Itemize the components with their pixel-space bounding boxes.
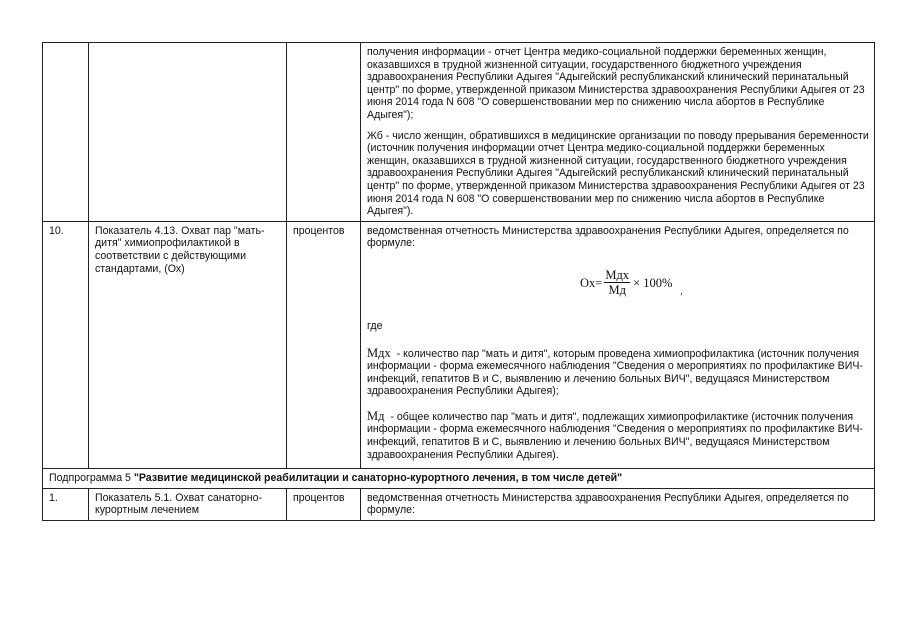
cell-subprogram	[43, 469, 875, 489]
where-label: где	[367, 319, 383, 332]
formula-rhs: × 100%	[633, 275, 673, 290]
subprogram-title: "Развитие медицинской реабилитации и санаторно-курортного лечения, в том числе детей"	[133, 472, 623, 485]
symbol-md: Мд	[367, 408, 385, 423]
table-row-subprogram	[43, 469, 875, 489]
cell-unit	[287, 43, 361, 222]
source-paragraph: получения информации - отчет Центра медико-социальной поддержки беременных женщин, оказавшихся в трудной жизненной ситуации, государственного бюджетного учреждения здравоохранения Республики Адыгея "Адыгейский республиканский клинический перинатальный центр" по форме, утвержденной приказом Министерства здравоохранения Республики Адыгея от 23 июня 2014 года N 608 "О совершенствовании мер по снижению числа абортов в Республике Адыгея");	[367, 46, 865, 121]
source-paragraph: Жб - число женщин, обратившихся в медицинские организации по поводу прерывания беременности (источник получения информации отчет Центра медико-социальной поддержки беременных женщин, оказавшихся в трудной жизненной ситуации, государственного бюджетного учреждения здравоохранения Республики Адыгея "Адыгейский республиканский клинический перинатальный центр" по форме, утвержденной приказом Министерства здравоохранения Республики Адыгея от 23 июня 2014 года N 608 "О совершенствовании мер по снижению числа абортов в Республике Адыгея").	[367, 129, 869, 218]
definition-mdx	[367, 347, 869, 398]
cell-number	[43, 43, 89, 222]
cell-source	[361, 221, 875, 469]
indicators-table	[42, 42, 875, 521]
cell-indicator-name: Показатель 5.1. Охват санаторно-курортным лечением	[89, 488, 287, 520]
cell-source	[361, 43, 875, 222]
formula-mark: ,	[680, 285, 683, 296]
cell-unit: процентов	[287, 221, 361, 469]
definition-text: - общее количество пар "мать и дитя", подлежащих химиопрофилактике (источник получения информации - форма ежемесячного наблюдения "Сведения о мероприятиях по профилактике ВИЧ- инфекций, гепатитов B и C, выявлению и лечению больных ВИЧ", ведущаяся Министерством здравоохранения Республики Адыгея).	[367, 410, 863, 461]
cell-number: 1.	[43, 488, 89, 520]
formula-lhs: Ох=	[580, 275, 603, 290]
subprogram-prefix: Подпрограмма 5	[49, 472, 134, 485]
cell-unit: процентов	[287, 488, 361, 520]
formula-fraction	[604, 269, 630, 297]
definition-md	[367, 410, 869, 461]
source-intro: ведомственная отчетность Министерства здравоохранения Республики Адыгея, определяется по формуле:	[367, 224, 849, 250]
formula-numerator: Мдх	[605, 267, 630, 282]
cell-indicator-name: Показатель 4.13. Охват пар "мать-дитя" химиопрофилактикой в соответствии с действующими стандартами, (Ох)	[89, 221, 287, 469]
definition-text: - количество пар "мать и дитя", которым проведена химиопрофилактика (источник получения информации - форма ежемесячного наблюдения "Сведения о мероприятиях по профилактике ВИЧ- инфекций, гепатитов B и C, выявлению и лечению больных ВИЧ", ведущаяся Министерством здравоохранения Республики Адыгея);	[367, 347, 863, 398]
cell-source: ведомственная отчетность Министерства здравоохранения Республики Адыгея, определяется по формуле:	[361, 488, 875, 520]
formula	[580, 266, 869, 300]
spacer	[367, 300, 869, 320]
formula-denominator: Мд	[608, 282, 626, 297]
table-row-continuation	[43, 43, 875, 222]
cell-number: 10.	[43, 221, 89, 469]
table-row-indicator-5-1	[43, 488, 875, 520]
symbol-mdx: Мдх	[367, 345, 391, 360]
table-row-indicator-4-13	[43, 221, 875, 469]
cell-indicator-name	[89, 43, 287, 222]
